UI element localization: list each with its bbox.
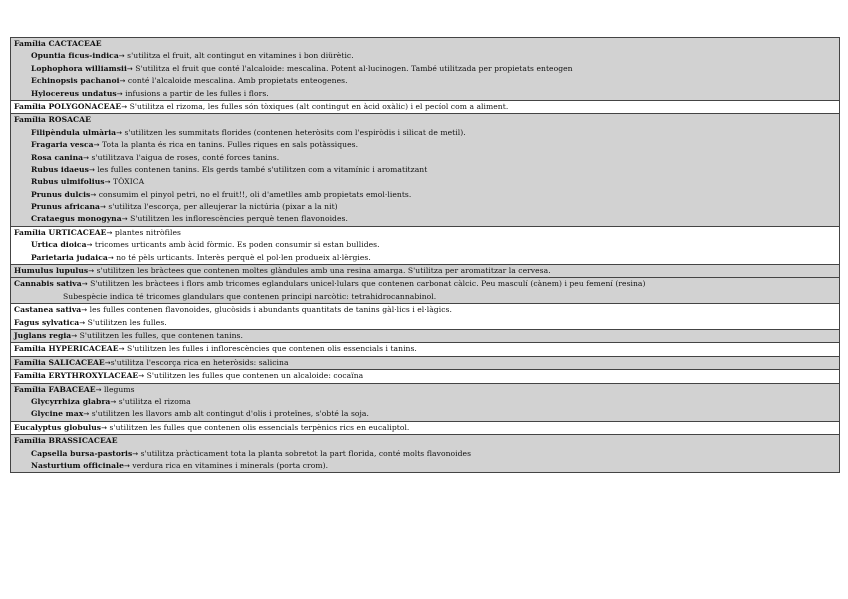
arrow-icon: → — [88, 165, 95, 174]
table-row — [11, 448, 839, 460]
description-text: verdura rica en vitamines i minerals (porta crom). — [129, 460, 329, 470]
arrow-icon: → — [101, 423, 108, 432]
arrow-icon: → — [116, 89, 123, 98]
species-name: Eucalyptus globulus — [14, 422, 102, 432]
species-name: Fragaria vesca — [31, 140, 94, 150]
table-section — [11, 357, 839, 370]
table-row — [11, 422, 839, 434]
arrow-icon: → — [106, 228, 113, 237]
arrow-icon: → — [104, 358, 111, 367]
table-section — [11, 101, 839, 114]
family-name: Família URTICACEAE — [14, 227, 107, 237]
description-text: s'utilitzen les llavors amb alt contingut d'olis i proteïnes, s'obté la soja. — [89, 409, 369, 419]
species-name: Urtica dioica — [31, 240, 87, 250]
description-text: no té pèls urticants. Interès perquè el pol·len produeix al·lèrgies. — [113, 252, 371, 262]
species-name: Crataegus monogyna — [31, 214, 122, 224]
description-text: s'utilitza el rizoma — [116, 396, 191, 406]
arrow-icon: → — [138, 372, 145, 381]
arrow-icon: → — [121, 102, 128, 111]
arrow-icon: → — [79, 318, 86, 327]
arrow-icon: → — [116, 128, 123, 137]
arrow-icon: → — [121, 215, 128, 224]
species-name: Rubus ulmifolius — [31, 177, 105, 187]
table-row — [11, 63, 839, 75]
species-name: Opuntia ficus-indica — [31, 51, 119, 61]
arrow-icon: → — [86, 241, 93, 250]
description-text: les fulles contenen tanins. Els gerds també s'utilitzen com a vitamínic i aromatitzant — [94, 164, 428, 174]
table-row — [11, 304, 839, 316]
species-name: Nasturtium officinale — [31, 460, 124, 470]
table-row — [11, 189, 839, 201]
table-row — [11, 357, 839, 369]
family-name: Família ERYTHROXYLACEAE — [14, 371, 139, 381]
species-name: Castanea sativa — [14, 305, 82, 315]
table-row — [11, 127, 839, 139]
species-name: Rosa canina — [31, 152, 84, 162]
family-name: Família CACTACEAE — [14, 39, 102, 48]
arrow-icon: → — [90, 190, 97, 199]
table-section — [11, 265, 839, 278]
table-row — [11, 239, 839, 251]
arrow-icon: → — [83, 410, 90, 419]
description-text: S'utilitza el rizoma, les fulles són tòxiques (alt contingut en àcid oxàlic) i el pecíol com a aliment. — [127, 101, 509, 111]
description-text: infusions a partir de les fulles i flors. — [122, 88, 269, 98]
arrow-icon: → — [71, 331, 78, 340]
table-row — [11, 460, 839, 472]
table-section — [11, 435, 839, 473]
arrow-icon: → — [104, 178, 111, 187]
arrow-icon: → — [83, 153, 90, 162]
species-name: Lophophora williamsii — [31, 63, 127, 73]
species-name: Fagus sylvatica — [14, 317, 80, 327]
arrow-icon: → — [118, 345, 125, 354]
description-text: S'utilitzen les bràctees i flors amb tricomes eglandulars unicel·lulars que contenen carbonat càlcic. Peu masculí (cànem) i peu femení (resina) — [87, 279, 646, 289]
table-row — [11, 152, 839, 164]
species-name: Humulus lupulus — [14, 266, 89, 276]
table-section — [11, 304, 839, 330]
description-text: s'utilitza l'escorça rica en heteròsids: salicina — [110, 357, 289, 367]
table-row — [11, 396, 839, 408]
table-row — [11, 317, 839, 329]
table-row — [11, 227, 839, 239]
table-row — [11, 370, 839, 382]
family-name: Família ROSACAE — [14, 115, 91, 125]
table-row — [11, 101, 839, 113]
table-section — [11, 370, 839, 383]
description-text: les fulles contenen flavonoides, glucòsids i abundants quantitats de tanins gàl·lics i el·làgics. — [87, 305, 452, 315]
species-name: Parietaria judaica — [31, 252, 108, 262]
species-name: Juglans regia — [14, 330, 72, 340]
table-section — [11, 278, 839, 304]
table-row — [11, 291, 839, 303]
description-text: s'utilitza l'escorça, per alleujerar la nictúria (pixar a la nit) — [105, 202, 338, 212]
arrow-icon: → — [100, 203, 106, 212]
table-section — [11, 422, 839, 435]
table-section — [11, 38, 839, 101]
table-row — [11, 164, 839, 176]
table-row — [11, 278, 839, 290]
table-row — [11, 38, 839, 50]
description-text: s'utilitzava l'aigua de roses, conté forces tanins. — [89, 152, 280, 162]
table-row — [11, 139, 839, 151]
table-row — [11, 50, 839, 62]
table-row — [11, 408, 839, 420]
table-section — [11, 330, 839, 343]
table-row — [11, 75, 839, 87]
table-row — [11, 330, 839, 342]
description-text: S'utilitzen les fulles, que contenen tanins. — [77, 330, 243, 340]
description-text: consumim el pinyol petri, no el fruit!!, oli d'ametlles amb propietats emol·lients. — [96, 189, 412, 199]
table-section — [11, 384, 839, 422]
family-name: Família FABACEAE — [14, 384, 96, 394]
table-row — [11, 343, 839, 355]
arrow-icon: → — [95, 385, 102, 394]
description-text: Tota la planta és rica en tanins. Fulles riques en sals potàssiques. — [99, 140, 359, 150]
arrow-icon: → — [88, 267, 95, 276]
description-text: Subespècie indica té tricomes glandulars que contenen principi narcòtic: tetrahidrocannabinol. — [63, 291, 437, 301]
arrow-icon: → — [110, 397, 117, 406]
family-name: Família POLYGONACEAE — [14, 101, 122, 111]
table-row — [11, 88, 839, 100]
description-text: s'utilitza el fruit, alt contingut en vitamines i bon diürètic. — [124, 51, 354, 61]
family-name: Família BRASSICACEAE — [14, 436, 118, 446]
arrow-icon: → — [118, 52, 125, 61]
description-text: S'utilitzen les fulles. — [85, 317, 167, 327]
family-name: Família HYPERICACEAE — [14, 344, 119, 354]
arrow-icon: → — [126, 64, 133, 73]
arrow-icon: → — [81, 306, 88, 315]
arrow-icon: → — [107, 253, 114, 262]
arrow-icon: → — [93, 141, 100, 150]
description-text: llegums — [101, 384, 135, 394]
species-name: Glycyrrhiza glabra — [31, 396, 111, 406]
table-section — [11, 114, 839, 227]
species-name: Rubus idaeus — [31, 164, 89, 174]
family-name: Família SALICACEAE — [14, 357, 105, 367]
description-text: tricomes urticants amb àcid fòrmic. Es poden consumir si estan bullides. — [92, 240, 380, 250]
description-text: S'utilitzen les inflorescències perquè tenen flavonoides. — [127, 214, 348, 224]
table-row — [11, 384, 839, 396]
description-text: s'utilitzen les bràctees que contenen moltes glàndules amb una resina amarga. S'utilitza per aromatitzar la cervesa. — [94, 266, 551, 276]
description-text: TÒXICA — [110, 177, 145, 187]
description-text: s'utilitzen les summitats florides (contenen heteròsits com l'espiròdis i silicat de metil). — [122, 127, 466, 137]
description-text: s'utilitzen les fulles que contenen olis essencials terpènics rics en eucaliptol. — [107, 422, 410, 432]
description-text: conté l'alcaloide mescalina. Amb propietats enteogenes. — [125, 76, 348, 86]
description-text: s'utilitza pràcticament tota la planta sobretot la part florida, conté molts flavonoides — [138, 448, 472, 458]
description-text: plantes nitròfiles — [112, 227, 181, 237]
species-name: Hylocereus undatus — [31, 88, 117, 98]
table-row — [11, 114, 839, 126]
table-row — [11, 176, 839, 188]
table-row — [11, 213, 839, 225]
table-row — [11, 201, 839, 213]
plant-table — [10, 37, 840, 473]
table-section — [11, 343, 839, 356]
table-section — [11, 227, 839, 265]
species-name: Glycine max — [31, 409, 84, 419]
table-row — [11, 265, 839, 277]
species-name: Cannabis sativa — [14, 279, 82, 289]
table-row — [11, 435, 839, 447]
description-text: S'utilitzen les fulles i inflorescències que contenen olis essencials i tanins. — [124, 344, 417, 354]
arrow-icon: → — [132, 449, 139, 458]
description-text: S'utilitzen les fulles que contenen un alcaloide: cocaïna — [144, 371, 364, 381]
species-name: Filipèndula ulmària — [31, 127, 117, 137]
arrow-icon: → — [81, 280, 88, 289]
species-name: Capsella bursa-pastoris — [31, 448, 133, 458]
description-text: S'utilitza el fruit que conté l'alcaloide: mescalina. Potent al·lucinogen. També utilitzada per propietats enteogen — [132, 63, 573, 73]
species-name: Prunus dulcis — [31, 189, 91, 199]
species-name: Prunus africana — [31, 202, 101, 212]
arrow-icon: → — [119, 77, 126, 86]
arrow-icon: → — [123, 461, 130, 470]
species-name: Echinopsis pachanoi — [31, 76, 120, 86]
table-row — [11, 252, 839, 264]
